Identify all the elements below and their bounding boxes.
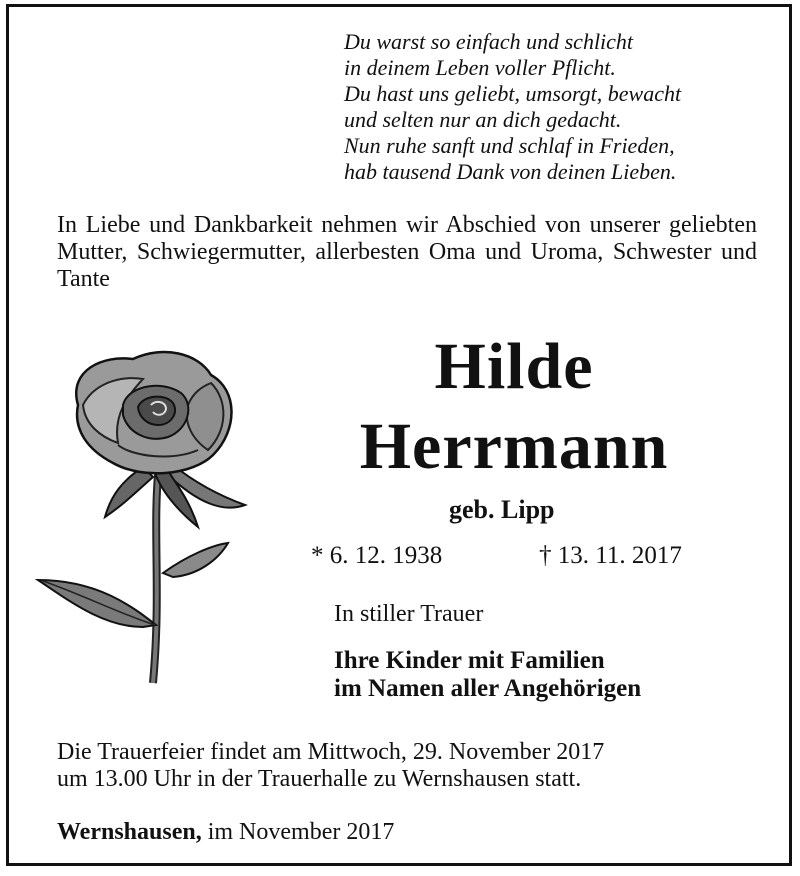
- family-signature: [334, 647, 641, 703]
- family-line: im Namen aller Angehörigen: [334, 675, 642, 702]
- mourning-line: In stiller Trauer: [334, 601, 484, 627]
- birth-date: * 6. 12. 1938: [311, 542, 443, 569]
- intro-text: In Liebe und Dankbarkeit nehmen wir Abschied von unserer geliebten Mutter, Schwiegermutter, allerbesten Oma und Uroma, Schwester und Tante: [57, 212, 757, 292]
- ceremony-line: Die Trauerfeier findet am Mittwoch, 29. November 2017: [57, 739, 605, 765]
- place-date-text: im November 2017: [201, 819, 395, 845]
- poem-line: und selten nur an dich gedacht.: [344, 107, 622, 132]
- death-date: † 13. 11. 2017: [539, 542, 682, 569]
- poem-line: Du hast uns geliebt, umsorgt, bewacht: [344, 81, 682, 106]
- poem: [344, 29, 764, 185]
- poem-line: in deinem Leben voller Pflicht.: [344, 55, 616, 80]
- ceremony-line: um 13.00 Uhr in der Trauerhalle zu Wernshausen statt.: [57, 766, 582, 792]
- deceased-last-name: Herrmann: [359, 410, 669, 483]
- maiden-name: geb. Lipp: [449, 495, 555, 524]
- poem-line: hab tausend Dank von deinen Lieben.: [344, 159, 677, 184]
- poem-line: Nun ruhe sanft und schlaf in Frieden,: [344, 133, 675, 158]
- ceremony-info: [57, 739, 757, 793]
- family-line: Ihre Kinder mit Familien: [334, 647, 605, 674]
- place-date: [57, 819, 394, 846]
- deceased-first-name: Hilde: [434, 330, 594, 403]
- obituary-frame: [6, 4, 792, 866]
- rose-illustration: [23, 345, 263, 690]
- poem-line: Du warst so einfach und schlicht: [344, 29, 634, 54]
- place-town: Wernshausen,: [57, 819, 202, 845]
